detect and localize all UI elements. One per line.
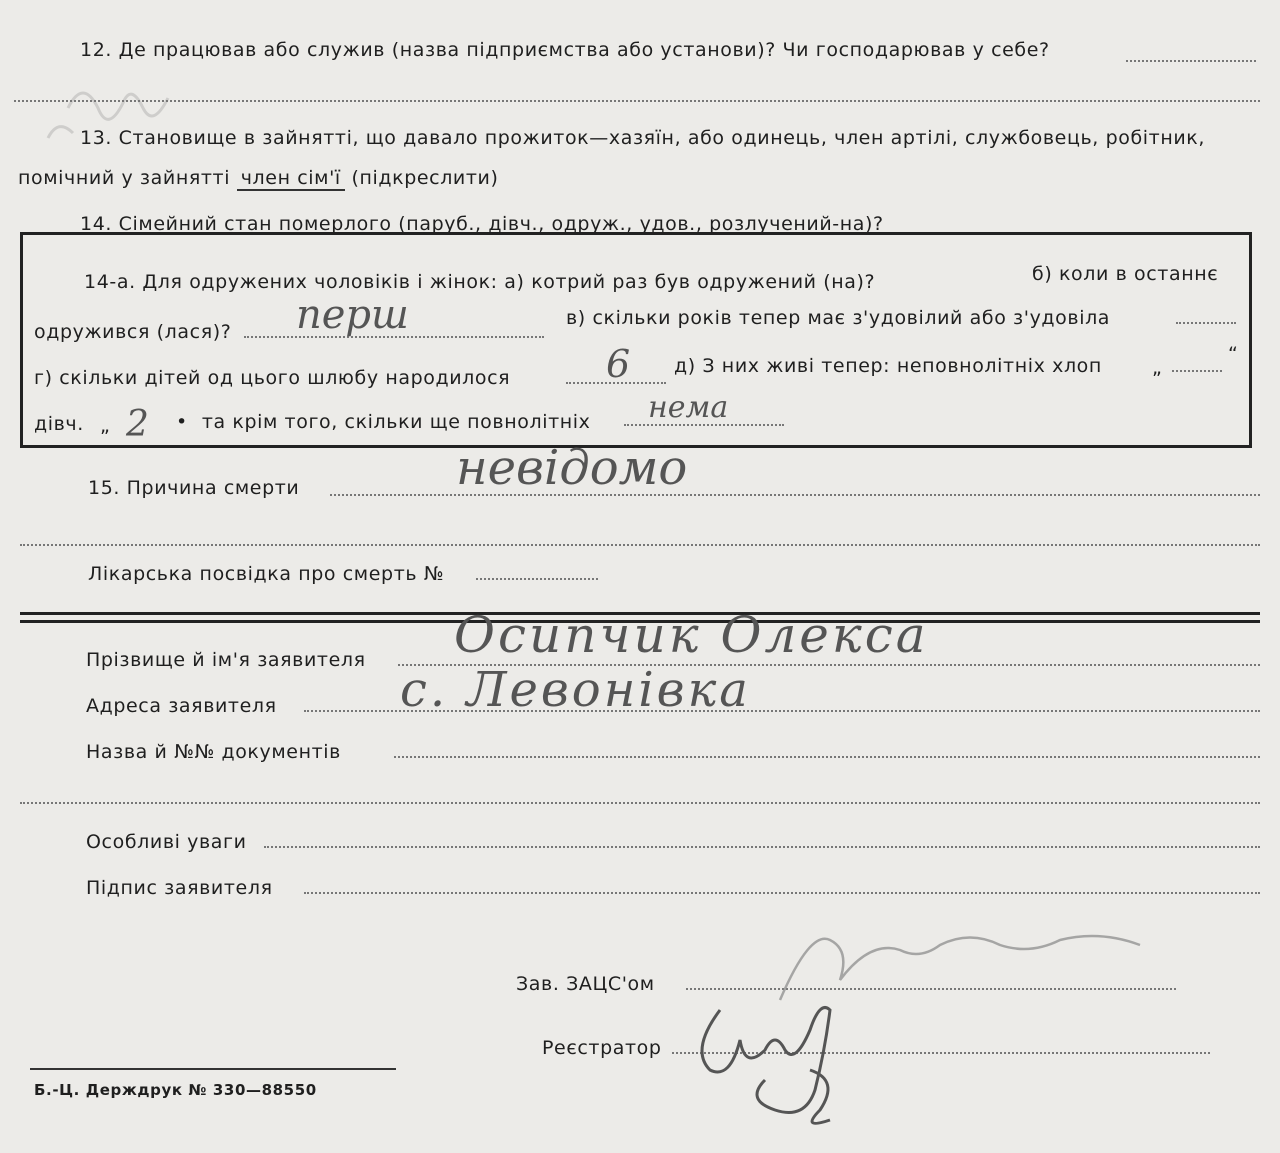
- q13-underlined-choice: член сім'ї: [237, 167, 345, 191]
- q14a-line3-quote-open: „: [1152, 357, 1163, 379]
- q14a-line3-answer: 6: [606, 342, 631, 386]
- applicant-address-label: Адреса заявителя: [86, 695, 277, 717]
- q14a-line2-a: одружився (лася)?: [34, 321, 232, 343]
- q14a-line3-a: г) скільки дітей од цього шлюбу народилося: [34, 367, 511, 389]
- applicant-signature-label: Підпис заявителя: [86, 877, 273, 899]
- special-notes-line: [264, 846, 1260, 848]
- medical-certificate-number-line: [476, 578, 598, 580]
- applicant-address-value: с. Левонівка: [400, 662, 751, 718]
- question-13-line1: 13. Становище в зайнятті, що давало прожиток—хазяїн, або одинець, член артілі, службовець, робітник,: [80, 127, 1206, 149]
- q14a-line4-a: дівч.: [34, 413, 84, 435]
- printer-imprint: Б.-Ц. Держдрук № 330—88550: [34, 1081, 317, 1099]
- q15-answer: невідомо: [456, 440, 688, 496]
- special-notes-label: Особливі уваги: [86, 831, 247, 853]
- footer-rule: [30, 1068, 396, 1070]
- question-14: 14. Сімейний стан померлого (паруб., дівч., одруж., удов., розлучений-на)?: [80, 213, 884, 235]
- registrar-signature: [660, 970, 890, 1130]
- question-15-label: 15. Причина смерти: [88, 477, 300, 499]
- q14a-line4-b: • та крім того, скільки ще повнолітніх: [176, 411, 591, 433]
- head-of-registry-label: Зав. ЗАЦС'ом: [516, 973, 655, 995]
- q14a-line3-answer-line-2: [1172, 370, 1222, 372]
- q14a-line4-answer2: нема: [648, 390, 729, 425]
- q14a-line2-b-answer-line: [1176, 322, 1236, 324]
- applicant-documents-line-2: [20, 802, 1260, 804]
- q14a-line2-answer: перш: [296, 292, 409, 338]
- medical-certificate-label: Лікарська посвідка про смерть №: [88, 563, 445, 585]
- q12-answer-line-2: [14, 100, 1260, 102]
- q14a-line2-b: в) скільки років тепер має з'удовілий або з'удовіла: [566, 307, 1111, 329]
- q14a-line1-a: 14-а. Для одружених чоловіків і жінок: а) котрий раз був одружений (на)?: [84, 271, 876, 293]
- applicant-signature-line: [304, 892, 1260, 894]
- q14a-line3-quote-close: “: [1228, 343, 1239, 365]
- applicant-documents-line: [394, 756, 1260, 758]
- q14a-line4-quote: „: [100, 415, 111, 437]
- q14a-line4-b-text: та крім того, скільки ще повнолітніх: [201, 411, 591, 433]
- q12-answer-line: [1126, 60, 1256, 62]
- q13-prefix: помічний у зайнятті: [18, 167, 231, 189]
- applicant-name-value: Осипчик Олекса: [454, 606, 929, 664]
- q13-suffix: (підкреслити): [351, 167, 499, 189]
- question-12: 12. Де працював або служив (назва підприємства або установи)? Чи господарював у себе?: [80, 39, 1050, 61]
- q15-answer-line-2: [20, 544, 1260, 546]
- applicant-documents-label: Назва й №№ документів: [86, 741, 341, 763]
- question-13-line2: [18, 166, 499, 190]
- applicant-name-label: Прізвище й ім'я заявителя: [86, 649, 366, 671]
- q14a-line4-answer: 2: [126, 404, 149, 445]
- q14a-line1-b: б) коли в останнє: [1032, 263, 1219, 285]
- q14a-line3-b: д) З них живі тепер: неповнолітніх хлоп: [674, 355, 1102, 377]
- registrar-label: Реєстратор: [542, 1037, 662, 1059]
